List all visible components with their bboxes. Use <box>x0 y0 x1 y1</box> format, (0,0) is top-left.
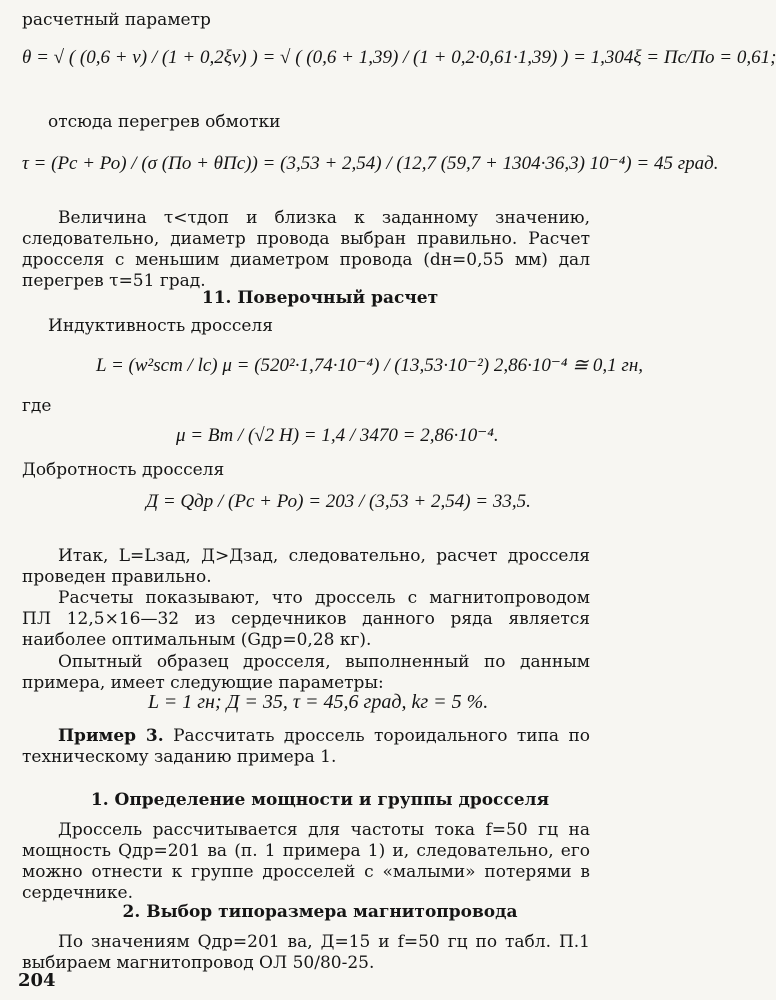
page-number: 204 <box>18 970 56 991</box>
intro-text: расчетный параметр <box>22 10 211 30</box>
example-paragraph <box>22 726 590 768</box>
formula-mu: μ = Bm / (√2 H) = 1,4 / 3470 = 2,86·10⁻⁴. <box>176 425 499 446</box>
formula-tau: τ = (Рс + Ро) / (σ (По + θПс)) = (3,53 + 2,54) / (12,7 (59,7 + 1304·36,3) 10⁻⁴) = 45 град. <box>22 153 719 174</box>
calc-paragraph: Расчеты показывают, что дроссель с магнитопроводом ПЛ 12,5×16—32 из сердечников данного ряда является наиболее оптимальным (Gдр=0,28 кг). <box>22 588 590 650</box>
example-label: Пример 3. <box>58 726 164 746</box>
inductance-intro: Индуктивность дросселя <box>48 316 273 336</box>
section-heading-11: 11. Поверочный расчет <box>201 288 439 308</box>
formula-inductance: L = (w²sст / lс) μ = (520²·1,74·10⁻⁴) / (13,53·10⁻²) 2,86·10⁻⁴ ≅ 0,1 гн, <box>96 355 644 376</box>
choice-paragraph: По значениям Qдр=201 ва, Д=15 и f=50 гц по табл. П.1 выбираем магнитопровод ОЛ 50/80-25. <box>22 932 590 973</box>
result-paragraph: Итак, L=Lзад, Д>Дзад, следовательно, расчет дросселя проведен правильно. <box>22 546 590 587</box>
example-text: Рассчитать дроссель тороидального типа по техническому заданию примера 1. <box>22 726 591 767</box>
tau-check-paragraph: Величина τ<τдоп и близка к заданному значению, следовательно, диаметр провода выбран правильно. Расчет дросселя с меньшим диаметром провода (dн=0,55 мм) дал перегрев τ=51 град. <box>22 208 590 291</box>
section-heading-1: 1. Определение мощности и группы дросселя <box>90 790 550 810</box>
section-heading-2: 2. Выбор типоразмера магнитопровода <box>122 902 518 922</box>
sample-paragraph: Опытный образец дросселя, выполненный по данным примера, имеет следующие параметры: <box>22 652 590 693</box>
quality-intro: Добротность дросселя <box>22 460 225 480</box>
formula-theta: θ = √ ( (0,6 + ν) / (1 + 0,2ξν) ) = √ ( (0,6 + 1,39) / (1 + 0,2·0,61·1,39) ) = 1,304ξ = Пс/По = 0,61; <box>22 47 776 68</box>
formula-quality: Д = Qдр / (Рс + Ро) = 203 / (3,53 + 2,54) = 33,5. <box>146 491 531 512</box>
group-paragraph: Дроссель рассчитывается для частоты тока f=50 гц на мощность Qдр=201 ва (п. 1 примера 1) и, следовательно, его можно отнести к группе дросселей с «малыми» потерями в сердечнике. <box>22 820 590 903</box>
overheat-intro: отсюда перегрев обмотки <box>48 112 281 132</box>
where-text: где <box>22 396 52 416</box>
formula-params: L = 1 гн; Д = 35, τ = 45,6 град, kг = 5 %. <box>148 691 489 713</box>
